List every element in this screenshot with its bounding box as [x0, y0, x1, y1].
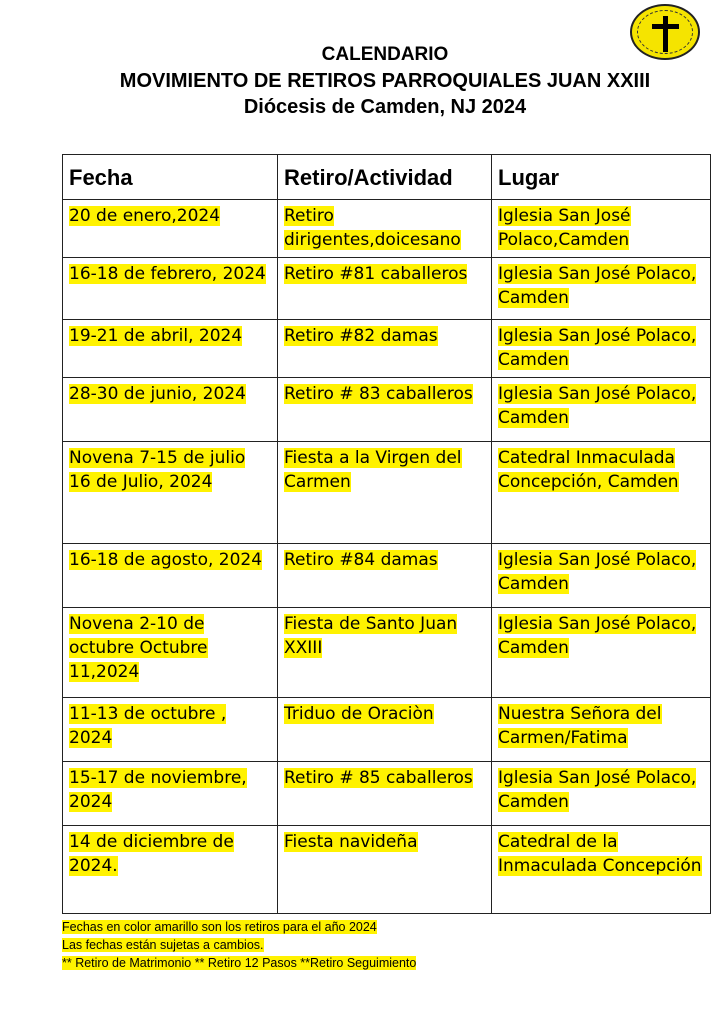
- cell-actividad: Retiro dirigentes,doicesano: [278, 200, 492, 258]
- note-yellow-dates: Fechas en color amarillo son los retiros para el año 2024: [62, 920, 377, 934]
- table-row: [63, 378, 711, 442]
- cell-fecha: 28-30 de junio, 2024: [63, 378, 278, 442]
- document-title: [0, 42, 716, 120]
- cell-fecha: Novena 7-15 de julio 16 de Julio, 2024: [63, 442, 278, 544]
- cell-lugar: Nuestra Señora del Carmen/Fatima: [492, 698, 711, 762]
- cell-lugar: Catedral de la Inmaculada Concepción: [492, 826, 711, 914]
- cell-fecha: 20 de enero,2024: [63, 200, 278, 258]
- table-row: [63, 320, 711, 378]
- title-diocesis: Diócesis de Camden, NJ 2024: [243, 96, 527, 118]
- table-row: [63, 762, 711, 826]
- cell-fecha: 16-18 de febrero, 2024: [63, 258, 278, 320]
- cell-actividad: Retiro #82 damas: [278, 320, 492, 378]
- header-actividad: Retiro/Actividad: [278, 155, 492, 200]
- cell-fecha: Novena 2-10 de octubre Octubre 11,2024: [63, 608, 278, 698]
- cell-lugar: Catedral Inmaculada Concepción, Camden: [492, 442, 711, 544]
- table-row: [63, 200, 711, 258]
- cell-actividad: Retiro #81 caballeros: [278, 258, 492, 320]
- cell-actividad: Fiesta a la Virgen del Carmen: [278, 442, 492, 544]
- cell-actividad: Retiro # 83 caballeros: [278, 378, 492, 442]
- cell-lugar: Iglesia San José Polaco, Camden: [492, 608, 711, 698]
- cell-lugar: Iglesia San José Polaco, Camden: [492, 258, 711, 320]
- calendar-table: [62, 154, 711, 914]
- cell-fecha: 14 de diciembre de 2024.: [63, 826, 278, 914]
- table-row: [63, 826, 711, 914]
- cell-actividad: Retiro #84 damas: [278, 544, 492, 608]
- cross-emblem-bar: [652, 24, 679, 29]
- cell-actividad: Fiesta navideña: [278, 826, 492, 914]
- cell-lugar: Iglesia San José Polaco, Camden: [492, 378, 711, 442]
- footnotes: [62, 918, 416, 972]
- cell-fecha: 15-17 de noviembre, 2024: [63, 762, 278, 826]
- note-subject-to-change: Las fechas están sujetas a cambios.: [62, 938, 264, 952]
- table-row: [63, 442, 711, 544]
- cell-fecha: 16-18 de agosto, 2024: [63, 544, 278, 608]
- table-row: [63, 608, 711, 698]
- header-fecha: Fecha: [63, 155, 278, 200]
- table-row: [63, 258, 711, 320]
- table-row: [63, 544, 711, 608]
- cell-actividad: Triduo de Oraciòn: [278, 698, 492, 762]
- header-lugar: Lugar: [492, 155, 711, 200]
- cell-fecha: 19-21 de abril, 2024: [63, 320, 278, 378]
- cell-actividad: Retiro # 85 caballeros: [278, 762, 492, 826]
- table-header-row: [63, 155, 711, 200]
- cell-lugar: Iglesia San José Polaco, Camden: [492, 544, 711, 608]
- cell-actividad: Fiesta de Santo Juan XXIII: [278, 608, 492, 698]
- cell-fecha: 11-13 de octubre , 2024: [63, 698, 278, 762]
- title-movimiento: MOVIMIENTO DE RETIROS PARROQUIALES JUAN XXIII: [119, 70, 651, 92]
- title-calendario: CALENDARIO: [321, 44, 449, 65]
- table-row: [63, 698, 711, 762]
- cell-lugar: Iglesia San José Polaco, Camden: [492, 762, 711, 826]
- cell-lugar: Iglesia San José Polaco,Camden: [492, 200, 711, 258]
- note-retreat-types: ** Retiro de Matrimonio ** Retiro 12 Pasos **Retiro Seguimiento: [62, 956, 417, 970]
- cell-lugar: Iglesia San José Polaco, Camden: [492, 320, 711, 378]
